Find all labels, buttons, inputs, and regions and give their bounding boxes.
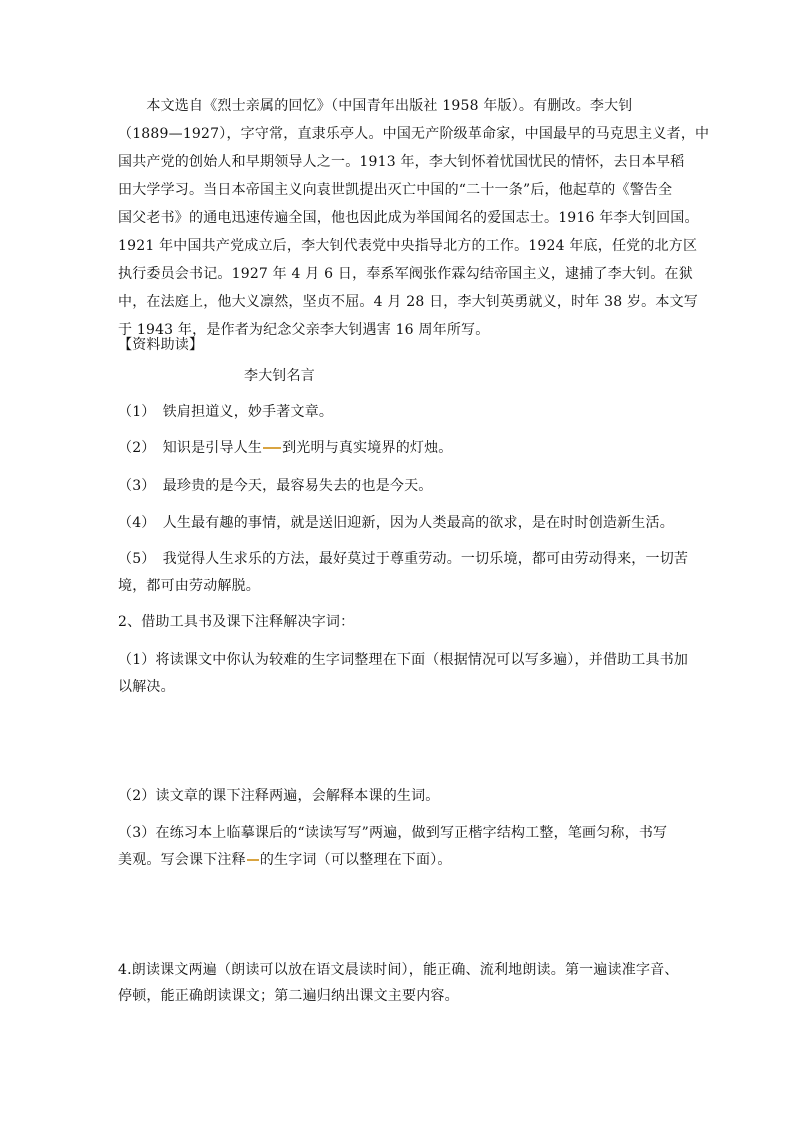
quote-2-part-b: 到光明与真实境界的灯烛。 <box>282 440 453 456</box>
quote-5-line-1: （5） 我觉得人生求乐的方法，最好莫过于尊重劳动。一切乐境，都可由劳动得来，一切苦 <box>118 551 689 567</box>
quote-4: （4） 人生最有趣的事情，就是送旧迎新，因为人类最高的欲求，是在时时创造新生活。 <box>118 515 674 531</box>
task-2-item-3-line-2 <box>118 852 452 868</box>
section-heading: 【资料助读】 <box>118 337 204 353</box>
task-2-item-3-part-b: 的生字词（可以整理在下面）。 <box>259 852 452 868</box>
quotes-title: 李大钊名言 <box>244 368 315 384</box>
intro-line: 田大学学习。当日本帝国主义向袁世凯提出灭亡中国的“二十一条”后，他起草的《警告全 <box>118 182 673 198</box>
intro-line: 执行委员会书记。1927 年 4 月 6 日，奉系军阀张作霖勾结帝国主义，逮捕了李大钊。在狱 <box>118 266 693 282</box>
intro-line: 于 1943 年，是作者为纪念父亲李大钊遇害 16 周年所写。 <box>118 322 490 338</box>
task-2-item-1-line-1: （1）将读课文中你认为较难的生字词整理在下面（根据情况可以写多遍），并借助工具书加 <box>118 652 689 668</box>
task-2-heading: 2、借助工具书及课下注释解决字词： <box>118 614 355 630</box>
task-2-item-3-part-a: 美观。写会课下注释 <box>118 852 246 868</box>
blank-mark <box>247 859 259 861</box>
quote-2-part-a: （2） 知识是引导人生 <box>118 440 263 456</box>
quote-1: （1） 铁肩担道义，妙手著文章。 <box>118 404 334 420</box>
intro-line: 国共产党的创始人和早期领导人之一。1913 年，李大钊怀着忧国忧民的情怀，去日本早稻 <box>118 154 685 170</box>
quote-5-line-2: 境，都可由劳动解脱。 <box>118 578 260 594</box>
quote-2 <box>118 440 453 456</box>
intro-line: 国父老书》的通电迅速传遍全国，他也因此成为举国闻名的爱国志士。1916 年李大钊回国。 <box>118 210 699 226</box>
blank-mark <box>263 447 281 449</box>
task-4-line-1: 4.朗读课文两遍（朗读可以放在语文晨读时间），能正确、流利地朗读。第一遍读准字音、 <box>118 962 679 978</box>
intro-line: 1921 年中国共产党成立后，李大钊代表党中央指导北方的工作。1924 年底，任党的北方区 <box>118 238 698 254</box>
intro-line: （1889—1927），字守常，直隶乐亭人。中国无产阶级革命家，中国最早的马克思主义者，中 <box>118 126 710 142</box>
intro-line: 本文选自《烈士亲属的回忆》（中国青年出版社 1958 年版）。有删改。李大钊 <box>118 98 633 114</box>
intro-line: 中，在法庭上，他大义凛然，坚贞不屈。4 月 28 日，李大钊英勇就义，时年 38 岁。本文写 <box>118 294 698 310</box>
task-2-item-3-line-1: （3）在练习本上临摹课后的“读读写写”两遍，做到写正楷字结构工整，笔画匀称，书写 <box>118 825 668 841</box>
task-2-item-2: （2）读文章的课下注释两遍，会解释本课的生词。 <box>118 788 440 804</box>
task-2-item-1-line-2: 以解决。 <box>118 679 175 695</box>
quote-3: （3） 最珍贵的是今天，最容易失去的也是今天。 <box>118 478 433 494</box>
task-4-line-2: 停顿，能正确朗读课文；第二遍归纳出课文主要内容。 <box>118 988 459 1004</box>
